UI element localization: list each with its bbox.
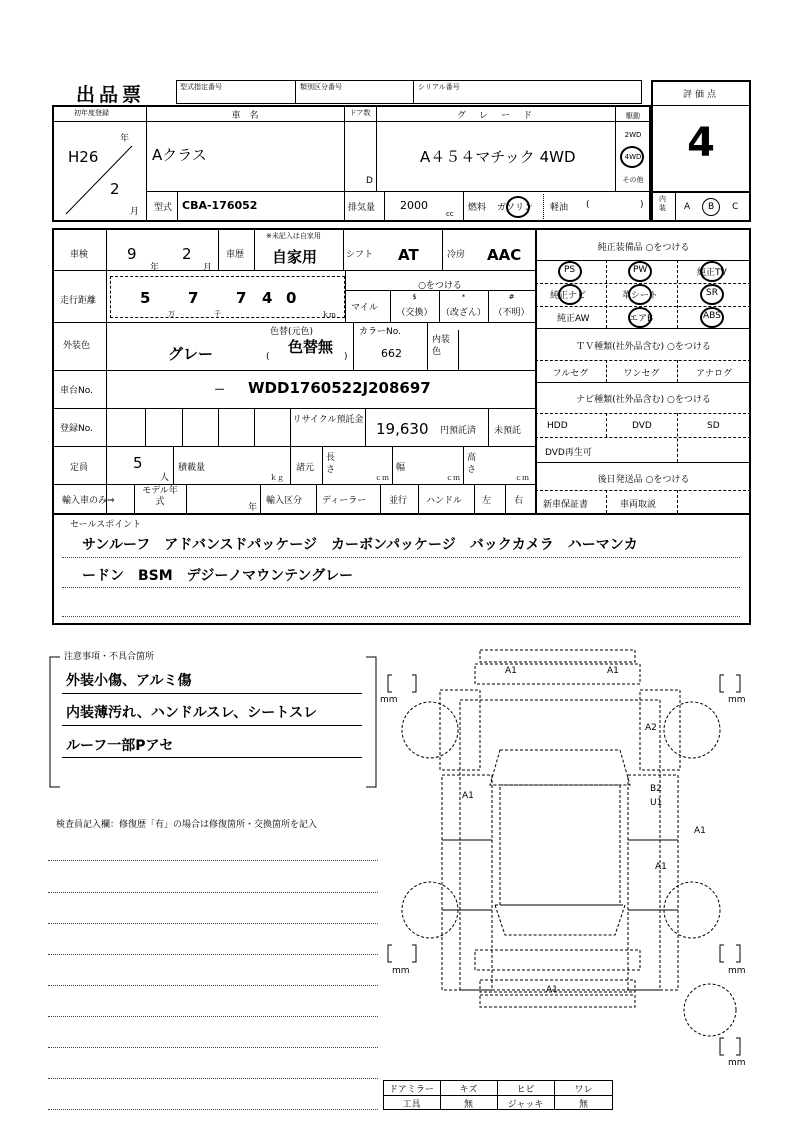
exterior-label: 外装色 <box>63 341 91 351</box>
mileage-digit: 7 <box>236 289 247 307</box>
notes-line-1: 外装小傷、アルミ傷 <box>66 673 192 689</box>
equip-airbag-circle <box>628 307 652 328</box>
damage-mark: A1 <box>462 791 474 801</box>
mileage-sen: 千 <box>214 310 221 318</box>
damage-mark: A1 <box>505 666 517 676</box>
navi-hdd[interactable]: HDD <box>547 421 568 431</box>
shift-value: AT <box>398 246 419 264</box>
mileage-label: 走行距離 <box>60 296 97 306</box>
legend-cell: 無 <box>578 1100 588 1110</box>
later-header: 後日発送品 ○をつける <box>597 475 690 485</box>
recolor-paren-open: ( <box>266 352 270 362</box>
mileage-digit: 7 <box>188 289 199 307</box>
mileage-man: 万 <box>168 310 175 318</box>
fuel-light-oil[interactable]: 軽油 <box>550 203 569 213</box>
equip-abs[interactable]: ABS <box>703 311 721 321</box>
fuel-circle <box>506 196 530 218</box>
cert-number-row <box>176 80 642 104</box>
damage-mark: A1 <box>546 985 558 995</box>
inspection-year-unit: 年 <box>150 263 160 273</box>
rating-label: 評価点 <box>682 90 719 100</box>
recycle-value: 19,630 <box>376 420 429 438</box>
drive-other[interactable]: その他 <box>622 176 644 184</box>
load-label: 積載量 <box>178 463 206 473</box>
mileage-hash: # <box>508 293 515 301</box>
model-year-label: モデル年式 <box>142 486 178 507</box>
width-cm: ｃｍ <box>446 474 460 482</box>
import-parallel[interactable]: 並行 <box>389 496 408 506</box>
model-label: 型式 <box>154 203 173 213</box>
first-reg-label: 初年度登録 <box>74 109 109 117</box>
tv-fullseg[interactable]: フルセグ <box>552 369 589 379</box>
tv-oneseg[interactable]: ワンセグ <box>623 369 660 379</box>
mm-label: mm <box>728 695 746 705</box>
damage-mark: U1 <box>650 798 663 808</box>
sales-line-1: サンルーフ アドバンスドパッケージ カーボンパッケージ バックカメラ ハーマンカ <box>82 537 638 553</box>
length-label: 長さ <box>326 453 336 475</box>
interior-label: 内装 <box>659 195 666 212</box>
mm-label: mm <box>380 695 398 705</box>
legend-cell: ワレ <box>574 1085 593 1095</box>
inspection-year: 9 <box>127 245 137 263</box>
mileage-star: * <box>461 293 466 301</box>
equip-ps-circle <box>558 261 582 282</box>
import-label: 輸入車のみ⇒ <box>62 496 115 506</box>
legend-cell: ドアミラー <box>389 1085 434 1095</box>
handle-right[interactable]: 右 <box>514 496 524 506</box>
equip-leather[interactable]: 革シート <box>622 291 659 301</box>
navi-sd[interactable]: SD <box>707 421 720 431</box>
navi-dvd-play[interactable]: DVD再生可 <box>545 448 592 458</box>
shift-label: シフト <box>346 250 374 260</box>
equip-navi-circle <box>558 284 582 305</box>
equip-tv-circle <box>700 261 724 282</box>
import-class-label: 輸入区分 <box>266 496 303 506</box>
mileage-exchange[interactable]: （交換） <box>396 308 433 318</box>
navi-dvd[interactable]: DVD <box>632 421 652 431</box>
capacity-unit: 人 <box>160 473 170 483</box>
recolor-value: 色替無 <box>288 338 334 356</box>
inspection-month: 2 <box>182 245 192 263</box>
height-label: 高さ <box>467 453 477 475</box>
chassis-label: 車台No. <box>60 386 93 396</box>
mileage-digit: 5 <box>140 289 151 307</box>
later-manual[interactable]: 車両取説 <box>620 500 657 510</box>
mileage-unknown[interactable]: （不明） <box>493 308 530 318</box>
history-label: 車歴 <box>226 250 245 260</box>
sales-label: セールスポイント <box>70 520 142 530</box>
handle-left[interactable]: 左 <box>482 496 492 506</box>
cc-unit: cc <box>446 210 454 218</box>
interior-a[interactable]: A <box>684 202 691 212</box>
equip-pw[interactable]: PW <box>633 265 648 275</box>
capacity-value: 5 <box>133 454 143 472</box>
damage-mark: B2 <box>650 784 662 794</box>
grade-value: A４５４マチック 4WD <box>420 148 576 166</box>
reg-no-label: 登録No. <box>60 424 93 434</box>
year-suffix: 年 <box>120 134 130 144</box>
ac-value: AAC <box>487 246 522 264</box>
recolor-label: 色替(元色) <box>270 327 314 337</box>
dims-label: 諸元 <box>296 463 315 473</box>
equipment-header: 純正装備品 ○をつける <box>597 243 690 253</box>
drive-4wd-circle <box>620 146 644 168</box>
chassis-value: WDD1760522J208697 <box>248 379 431 397</box>
legend-cell: キズ <box>459 1085 478 1095</box>
drive-4wd[interactable]: 4WD <box>624 153 642 161</box>
capacity-label: 定員 <box>70 463 89 473</box>
serial-label: シリアル番号 <box>418 83 460 91</box>
first-reg-slash <box>60 140 140 218</box>
recycle-deposited[interactable]: 円預託済 <box>440 426 477 436</box>
first-reg-era: H26 <box>68 148 99 166</box>
mm-label: mm <box>392 966 410 976</box>
height-cm: ｃｍ <box>515 474 529 482</box>
interior-c[interactable]: C <box>732 202 739 212</box>
equip-pw-circle <box>628 261 652 282</box>
equip-abs-circle <box>700 307 724 328</box>
recycle-not-deposited[interactable]: 未預託 <box>494 426 522 436</box>
notes-line-2: 内装薄汚れ、ハンドルスレ、シートスレ <box>66 705 318 721</box>
class-label: 類別区分番号 <box>300 83 342 91</box>
mileage-km: ｋｍ <box>322 311 336 319</box>
recolor-paren-close: ) <box>344 352 348 362</box>
fuel-paren-close: ) <box>640 200 644 210</box>
fuel-label: 燃料 <box>468 203 487 213</box>
type-cert-label: 型式指定番号 <box>180 83 222 91</box>
mileage-mark-label: ○をつける <box>418 281 462 291</box>
model-value: CBA-176052 <box>182 199 258 212</box>
equip-aw[interactable]: 純正AW <box>557 314 590 324</box>
inspector-label: 検査員記入欄：修復歴「有」の場合は修復箇所・交換箇所を記入 <box>56 820 318 830</box>
damage-mark: A1 <box>655 862 667 872</box>
color-no-label: カラーNo. <box>359 327 401 337</box>
sales-line-2: ードン BSM デジーノマウンテングレー <box>82 568 354 584</box>
equip-sr[interactable]: SR <box>706 288 718 298</box>
equip-navi[interactable]: 純正ナビ <box>550 291 587 301</box>
grade-label: グ レ ー ド <box>456 111 534 121</box>
car-name-label: 車 名 <box>231 111 259 121</box>
model-year-unit: 年 <box>248 503 258 513</box>
legend-cell: ジャッキ <box>507 1100 544 1110</box>
damage-mark: A1 <box>694 826 706 836</box>
form-title: 出品票 <box>76 84 146 106</box>
rating-value: 4 <box>687 120 715 166</box>
mileage-altered[interactable]: （改ざん） <box>440 308 486 318</box>
exterior-value: グレー <box>168 345 214 363</box>
length-cm: ｃｍ <box>375 474 389 482</box>
displacement-label: 排気量 <box>348 203 376 213</box>
color-no-value: 662 <box>381 347 402 360</box>
handle-label: ハンドル <box>426 496 463 506</box>
interior-color-label: 内装色 <box>432 335 451 357</box>
first-reg-month: 2 <box>110 180 120 198</box>
fuel-paren-open: ( <box>586 200 590 210</box>
history-value: 自家用 <box>272 248 318 266</box>
legend-cell: 無 <box>463 1100 473 1110</box>
notes-label: 注意事項・不具合箇所 <box>64 652 155 662</box>
displacement-value: 2000 <box>400 199 428 212</box>
legend-cell: ヒビ <box>516 1085 535 1095</box>
later-warranty[interactable]: 新車保証書 <box>543 500 589 510</box>
mm-label: mm <box>728 1058 746 1068</box>
tv-analog[interactable]: アナログ <box>695 369 732 379</box>
inspection-month-unit: 月 <box>203 263 213 273</box>
interior-b[interactable]: B <box>708 202 715 212</box>
equip-airbag[interactable]: エアB <box>629 314 654 324</box>
import-dealer[interactable]: ディーラー <box>322 496 367 506</box>
width-label: 幅 <box>396 463 406 473</box>
inspection-label: 車検 <box>70 250 89 260</box>
fuel-gasoline[interactable]: ガソリン <box>497 203 534 213</box>
legend-cell: 工具 <box>402 1100 421 1110</box>
navi-header: ナビ種類(社外品含む) ○をつける <box>576 395 711 405</box>
doors-label: ドア数 <box>349 109 371 117</box>
history-note: ※未記入は自家用 <box>266 232 321 240</box>
equip-ps[interactable]: PS <box>564 265 576 275</box>
car-diagram <box>380 640 760 1080</box>
equip-sr-circle <box>700 284 724 305</box>
mileage-digit: 4 <box>262 289 273 307</box>
equip-tv[interactable]: 純正TV <box>697 268 727 278</box>
mileage-dollar: $ <box>412 293 417 301</box>
recycle-label: リサイクル預託金 <box>292 415 364 425</box>
damage-mark: A1 <box>607 666 619 676</box>
month-suffix: 月 <box>130 207 140 217</box>
interior-b-circle <box>702 198 720 216</box>
mileage-digit: 0 <box>286 289 297 307</box>
tv-header: ＴＶ種類(社外品含む) ○をつける <box>576 342 711 352</box>
load-kg: ｋｇ <box>270 474 284 482</box>
ac-label: 冷房 <box>447 250 466 260</box>
car-name: Aクラス <box>152 146 207 164</box>
notes-line-3: ルーフ一部Pアセ <box>66 738 174 754</box>
mm-label: mm <box>728 966 746 976</box>
drive-label: 駆動 <box>626 112 640 120</box>
damage-mark: A2 <box>645 723 657 733</box>
equip-leather-circle <box>628 284 652 305</box>
doors-d: D <box>366 176 373 186</box>
drive-2wd[interactable]: 2WD <box>624 131 642 139</box>
chassis-dash: － <box>214 383 225 396</box>
mileage-mile[interactable]: マイル <box>351 303 378 313</box>
